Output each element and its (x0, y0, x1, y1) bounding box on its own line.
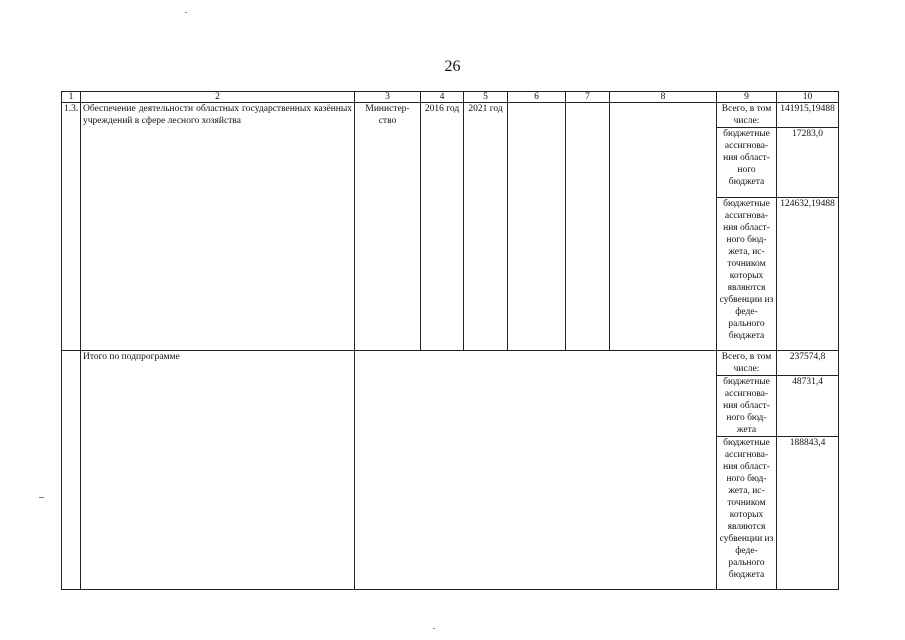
column-header: 7 (566, 92, 610, 103)
column-header: 6 (508, 92, 566, 103)
col7-cell (566, 103, 610, 351)
measure-name: Обеспечение деятельности областных государственных казённых учреждений в сфере лесного хозяйства (81, 103, 355, 351)
page-number: 26 (444, 58, 461, 75)
funding-source-cell: Всего, в том числе: (717, 103, 777, 128)
column-number-row (62, 92, 839, 103)
funding-source-cell: бюджетные ассигнова-ния област-ного бюд-жета (717, 376, 777, 437)
funding-source-cell: бюджетные ассигнова-ния област-ного бюд-жета, ис-точником которых являются субвенции из феде-рального бюджета (717, 198, 777, 351)
program-table (61, 91, 839, 590)
start-year-cell: 2016 год (421, 103, 464, 351)
table-row (62, 103, 839, 128)
funding-amount-cell: 188843,4 (777, 437, 839, 590)
funding-amount-cell: 237574,8 (777, 351, 839, 376)
executor-cell: Министер-ство (355, 103, 421, 351)
total-row (62, 351, 839, 376)
column-header: 5 (464, 92, 508, 103)
row-number: 1.3. (62, 103, 81, 351)
funding-amount-cell: 48731,4 (777, 376, 839, 437)
funding-source-cell: бюджетные ассигнова-ния област-ного бюджета (717, 128, 777, 198)
end-year-cell: 2021 год (464, 103, 508, 351)
column-header: 3 (355, 92, 421, 103)
col8-cell (610, 103, 717, 351)
scan-speck (433, 628, 435, 629)
scan-speck (185, 12, 187, 13)
funding-amount-cell: 17283,0 (777, 128, 839, 198)
column-header: 9 (717, 92, 777, 103)
funding-source-cell: Всего, в том числе: (717, 351, 777, 376)
column-header: 8 (610, 92, 717, 103)
row-number (62, 351, 81, 590)
column-header: 4 (421, 92, 464, 103)
column-header: 2 (81, 92, 355, 103)
merged-empty-cell (355, 351, 717, 590)
funding-amount-cell: 124632,19488 (777, 198, 839, 351)
total-label: Итого по подпрограмме (81, 351, 355, 590)
col6-cell (508, 103, 566, 351)
column-header: 1 (62, 92, 81, 103)
scan-speck (39, 497, 44, 498)
funding-source-cell: бюджетные ассигнова-ния област-ного бюд-жета, ис-точником которых являются субвенции из феде-рального бюджета (717, 437, 777, 590)
funding-amount-cell: 141915,19488 (777, 103, 839, 128)
column-header: 10 (777, 92, 839, 103)
